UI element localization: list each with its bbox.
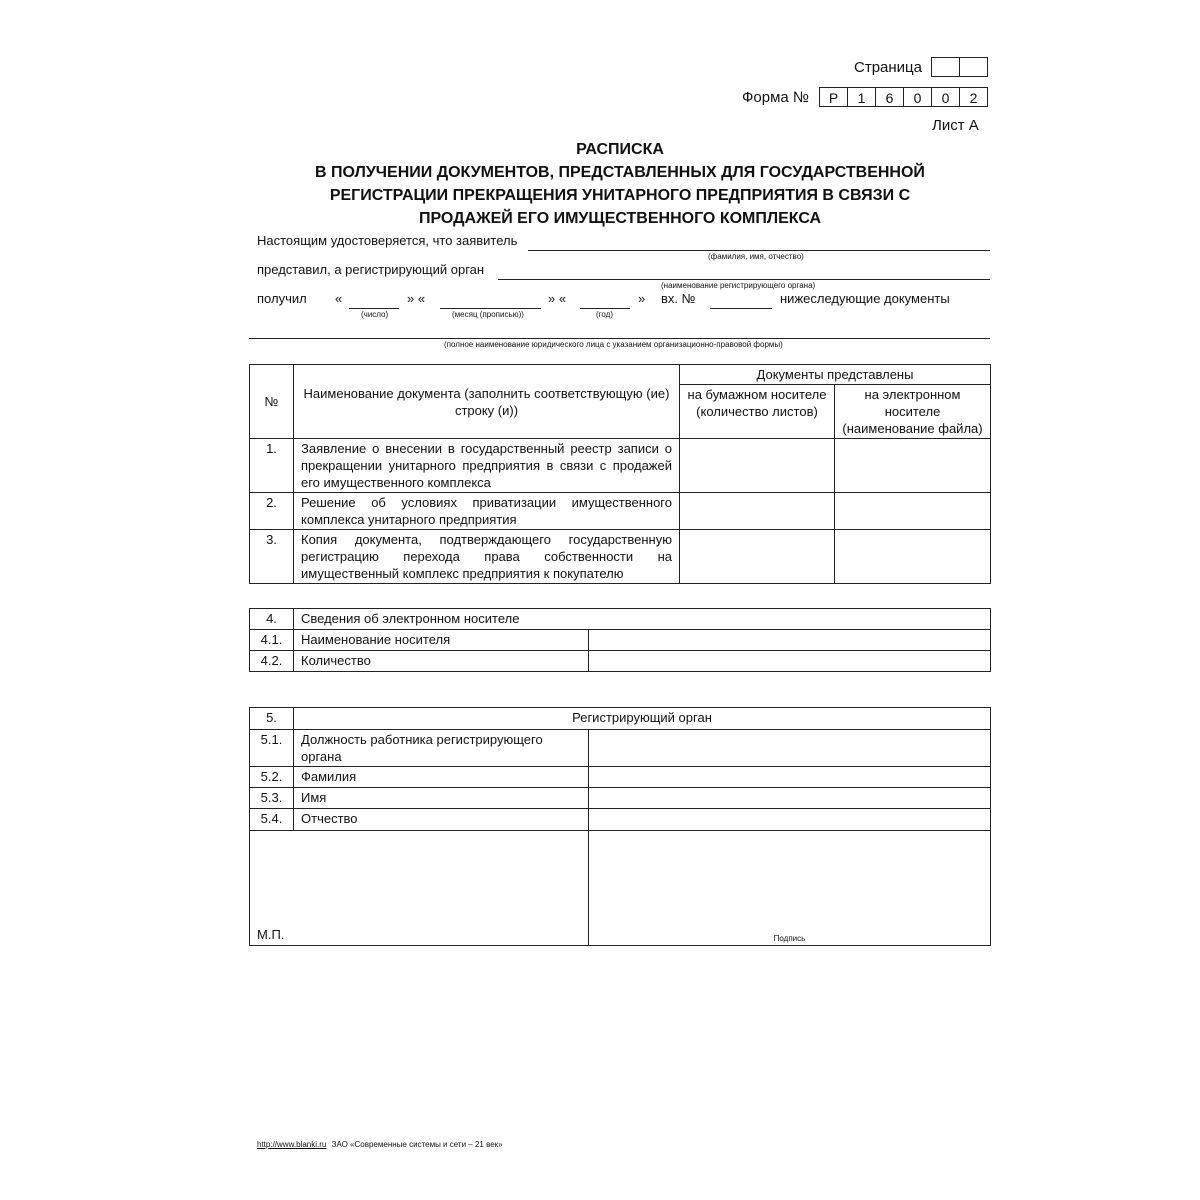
- section-number: 5.: [250, 708, 294, 730]
- page-cell: [960, 57, 988, 77]
- document-name: Копия документа, подтверждающего государственную регистрацию перехода права собственности на имущественный комплекс предприятия к покупателю: [294, 530, 680, 584]
- form-code-cell: 0: [932, 87, 960, 107]
- form-code-cell: 1: [848, 87, 876, 107]
- footer: [257, 1140, 503, 1149]
- seal-area: [250, 831, 589, 946]
- electronic-media-table: [249, 608, 991, 672]
- legal-entity-line[interactable]: [249, 338, 990, 339]
- section-title: Сведения об электронном носителе: [294, 609, 991, 630]
- paper-sheets-cell[interactable]: [680, 493, 835, 530]
- row-number: 3.: [250, 530, 294, 584]
- table-row: [250, 439, 991, 493]
- paper-sheets-cell[interactable]: [680, 530, 835, 584]
- title-line: В ПОЛУЧЕНИИ ДОКУМЕНТОВ, ПРЕДСТАВЛЕННЫХ ДЛЯ ГОСУДАРСТВЕННОЙ: [315, 164, 925, 181]
- form-code-cell: 2: [960, 87, 988, 107]
- row-label: Имя: [294, 788, 589, 809]
- authority-hint: (наименование регистрирующего органа): [661, 281, 816, 290]
- year-hint: (год): [596, 310, 614, 319]
- registering-authority-table: [249, 707, 991, 946]
- col-number-header: №: [250, 365, 294, 439]
- table-row: [250, 493, 991, 530]
- authority-line[interactable]: [498, 279, 990, 280]
- form-code-cell: 6: [876, 87, 904, 107]
- table-row: [250, 809, 991, 831]
- table-row: [250, 767, 991, 788]
- title-line: РЕГИСТРАЦИИ ПРЕКРАЩЕНИЯ УНИТАРНОГО ПРЕДПРИЯТИЯ В СВЯЗИ С: [329, 187, 911, 204]
- surname-field[interactable]: [589, 767, 991, 788]
- table-row: [250, 730, 991, 767]
- page-cell: [932, 57, 960, 77]
- received-text: получил: [257, 291, 307, 306]
- incoming-number-label: вх. №: [661, 291, 696, 306]
- electronic-file-cell[interactable]: [835, 439, 991, 493]
- electronic-file-cell[interactable]: [835, 493, 991, 530]
- paper-sheets-cell[interactable]: [680, 439, 835, 493]
- title-line: РАСПИСКА: [576, 141, 664, 158]
- page-label: Страница: [854, 59, 922, 76]
- col-presented-header: Документы представлены: [680, 365, 991, 385]
- document-name: Решение об условиях приватизации имущественного комплекса унитарного предприятия: [294, 493, 680, 530]
- form-code-cell: Р: [820, 87, 848, 107]
- row-label: Количество: [294, 651, 589, 672]
- table-row: [250, 651, 991, 672]
- position-field[interactable]: [589, 730, 991, 767]
- form-code-cells: [819, 87, 988, 107]
- col-electronic-header: на электронном носителе (наименование файла): [835, 385, 991, 439]
- media-count-field[interactable]: [589, 651, 991, 672]
- table-row: [250, 630, 991, 651]
- col-paper-header: на бумажном носителе (количество листов): [680, 385, 835, 439]
- row-number: 5.4.: [250, 809, 294, 831]
- title-line: ПРОДАЖЕЙ ЕГО ИМУЩЕСТВЕННОГО КОМПЛЕКСА: [418, 210, 822, 227]
- applicant-line[interactable]: [528, 250, 990, 251]
- signature-label: Подпись: [773, 934, 806, 943]
- footer-url[interactable]: http://www.blanki.ru: [257, 1140, 327, 1149]
- electronic-file-cell[interactable]: [835, 530, 991, 584]
- row-label: Отчество: [294, 809, 589, 831]
- table-row: [250, 788, 991, 809]
- row-label: Наименование носителя: [294, 630, 589, 651]
- quote-sep: » «: [548, 291, 567, 306]
- form-code-cell: 0: [904, 87, 932, 107]
- day-hint: (число): [361, 310, 389, 319]
- documents-table: [249, 364, 991, 584]
- document-title: [250, 138, 990, 230]
- month-line[interactable]: [440, 308, 541, 309]
- month-hint: (месяц (прописью)): [452, 310, 524, 319]
- following-docs-text: нижеследующие документы: [780, 291, 950, 306]
- footer-company: ЗАО «Современные системы и сети – 21 век»: [331, 1140, 503, 1149]
- quote-open: «: [335, 291, 343, 306]
- row-number: 5.3.: [250, 788, 294, 809]
- legal-entity-hint: (полное наименование юридического лица с указанием организационно-правовой формы): [444, 340, 783, 349]
- quote-sep: » «: [407, 291, 426, 306]
- row-label: Должность работника регистрирующего органа: [294, 730, 589, 767]
- quote-close: »: [638, 291, 646, 306]
- sheet-label: Лист А: [932, 117, 979, 134]
- year-line[interactable]: [580, 308, 630, 309]
- row-number: 2.: [250, 493, 294, 530]
- day-line[interactable]: [349, 308, 399, 309]
- media-name-field[interactable]: [589, 630, 991, 651]
- col-name-header: Наименование документа (заполнить соответствующую (ие) строку (и)): [294, 365, 680, 439]
- signature-area[interactable]: [589, 831, 991, 946]
- first-name-field[interactable]: [589, 788, 991, 809]
- certify-text: Настоящим удостоверяется, что заявитель: [257, 233, 518, 248]
- patronymic-field[interactable]: [589, 809, 991, 831]
- row-label: Фамилия: [294, 767, 589, 788]
- applicant-hint: (фамилия, имя, отчество): [708, 252, 804, 261]
- row-number: 4.1.: [250, 630, 294, 651]
- form-label: Форма №: [742, 89, 810, 106]
- submitted-text: представил, а регистрирующий орган: [257, 262, 485, 277]
- document-name: Заявление о внесении в государственный реестр записи о прекращении унитарного предприятия в связи с продажей его имущественного комплекса: [294, 439, 680, 493]
- incoming-number-line[interactable]: [710, 308, 772, 309]
- seal-label: М.П.: [257, 927, 285, 942]
- table-row: [250, 530, 991, 584]
- row-number: 1.: [250, 439, 294, 493]
- row-number: 4.2.: [250, 651, 294, 672]
- section-number: 4.: [250, 609, 294, 630]
- section-title: Регистрирующий орган: [294, 708, 991, 730]
- row-number: 5.1.: [250, 730, 294, 767]
- page-number-cells: [931, 57, 988, 77]
- row-number: 5.2.: [250, 767, 294, 788]
